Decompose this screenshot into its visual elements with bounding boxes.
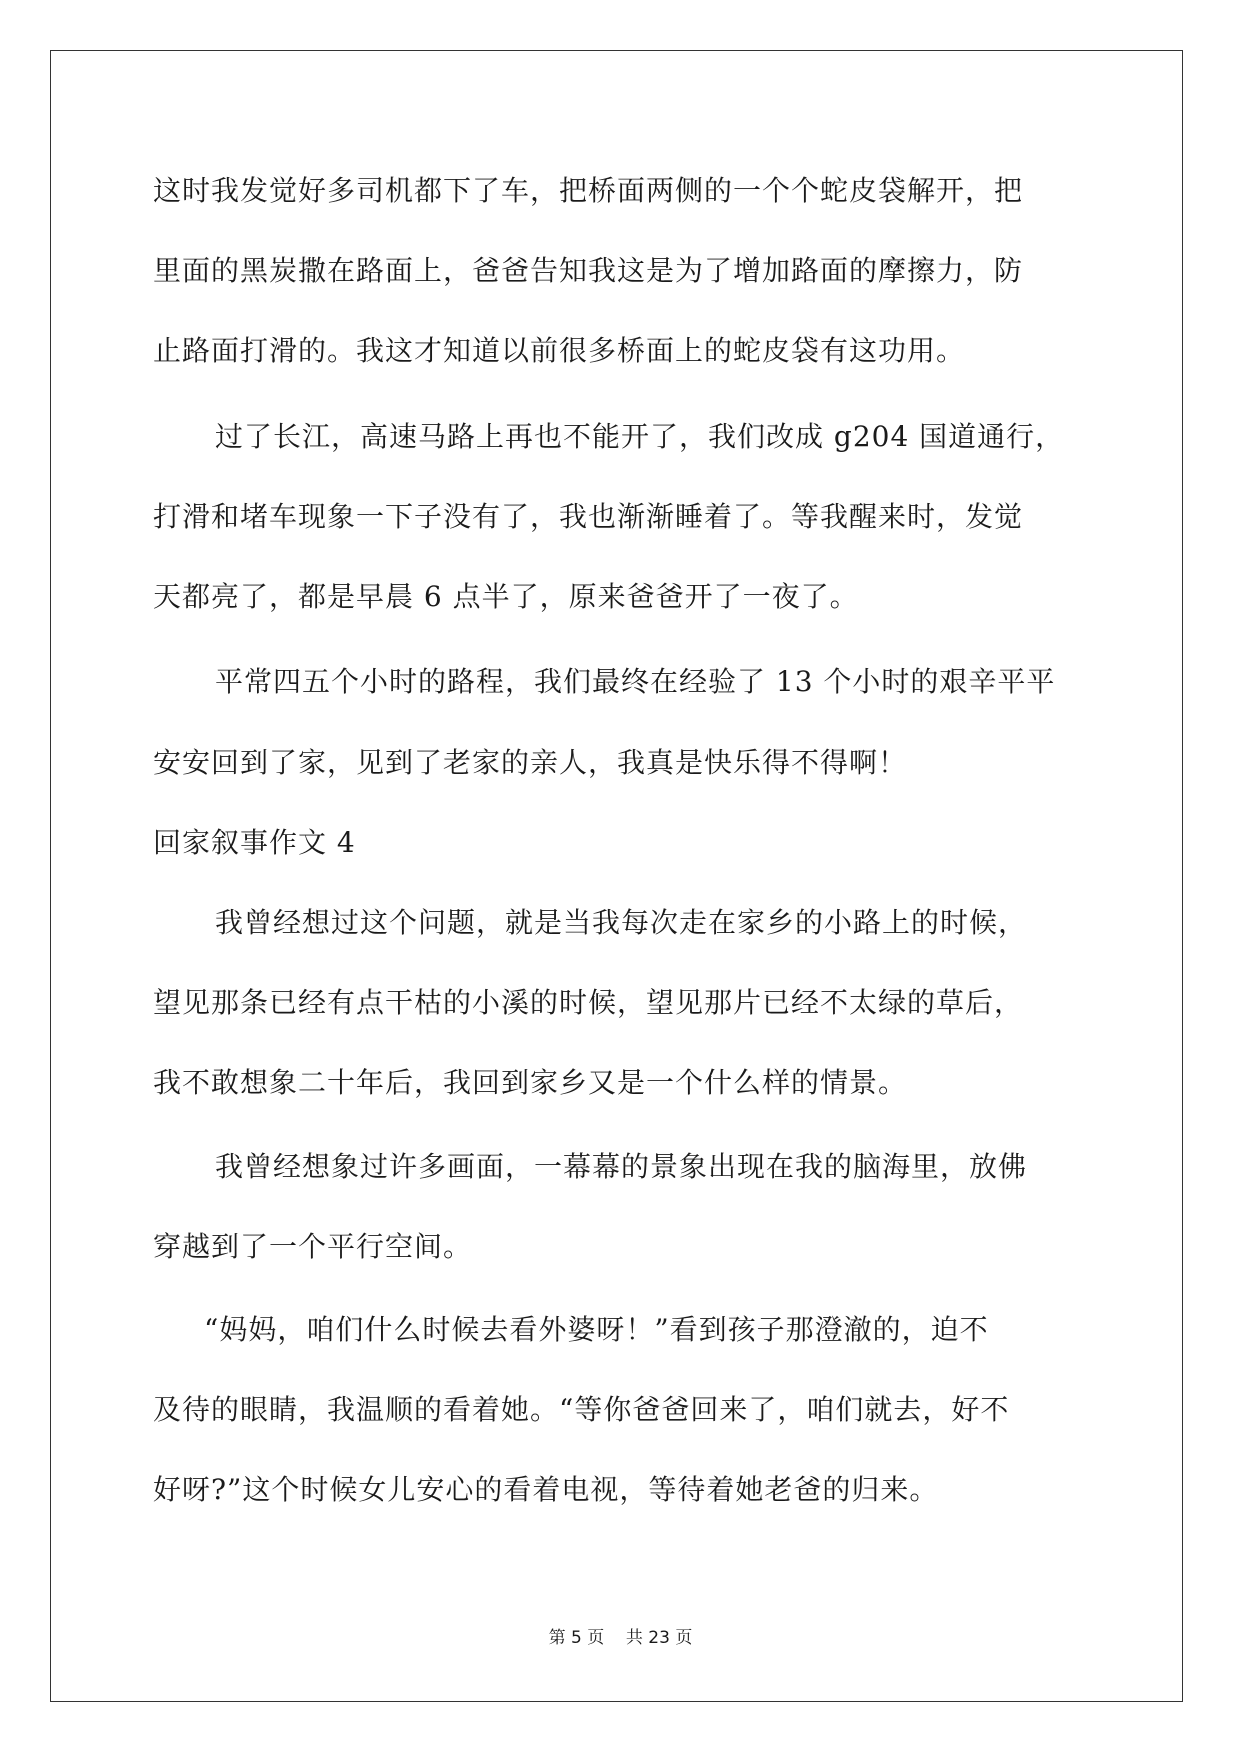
paragraph-line: 过了长江，高速马路上再也不能开了，我们改成 g204 国道通行， xyxy=(215,420,1065,453)
paragraph-line: 好呀?”这个时候女儿安心的看着电视，等待着她老爸的归来。 xyxy=(153,1473,939,1506)
paragraph-line: 我不敢想象二十年后，我回到家乡又是一个什么样的情景。 xyxy=(153,1066,908,1099)
page-total: 共 23 页 xyxy=(625,1628,693,1648)
paragraph-line: 平常四五个小时的路程，我们最终在经验了 13 个小时的艰辛平平 xyxy=(215,665,1056,698)
paragraph-line: 天都亮了，都是早晨 6 点半了，原来爸爸开了一夜了。 xyxy=(153,580,859,613)
paragraph-line: 我曾经想象过许多画面，一幕幕的景象出现在我的脑海里，放佛 xyxy=(215,1150,1028,1183)
paragraph-line: 望见那条已经有点干枯的小溪的时候，望见那片已经不太绿的草后， xyxy=(153,986,1024,1019)
paragraph-line: 止路面打滑的。我这才知道以前很多桥面上的蛇皮袋有这功用。 xyxy=(153,334,966,367)
paragraph-line: 安安回到了家，见到了老家的亲人，我真是快乐得不得啊！ xyxy=(153,746,908,779)
page-border xyxy=(50,50,1183,1702)
paragraph-line: 我曾经想过这个问题，就是当我每次走在家乡的小路上的时候， xyxy=(215,906,1028,939)
page-number: 第 5 页 xyxy=(548,1628,605,1648)
section-heading: 回家叙事作文 4 xyxy=(153,826,356,859)
paragraph-line: 打滑和堵车现象一下子没有了，我也渐渐睡着了。等我醒来时，发觉 xyxy=(153,500,1024,533)
page-footer xyxy=(0,1623,1241,1648)
paragraph-line: 这时我发觉好多司机都下了车，把桥面两侧的一个个蛇皮袋解开，把 xyxy=(153,174,1024,207)
paragraph-line: 及待的眼睛，我温顺的看着她。“等你爸爸回来了，咱们就去，好不 xyxy=(153,1393,1010,1426)
paragraph-line: “妈妈，咱们什么时候去看外婆呀！”看到孩子那澄澈的，迫不 xyxy=(204,1313,989,1346)
paragraph-line: 穿越到了一个平行空间。 xyxy=(153,1230,473,1263)
paragraph-line: 里面的黑炭撒在路面上，爸爸告知我这是为了增加路面的摩擦力，防 xyxy=(153,254,1024,287)
